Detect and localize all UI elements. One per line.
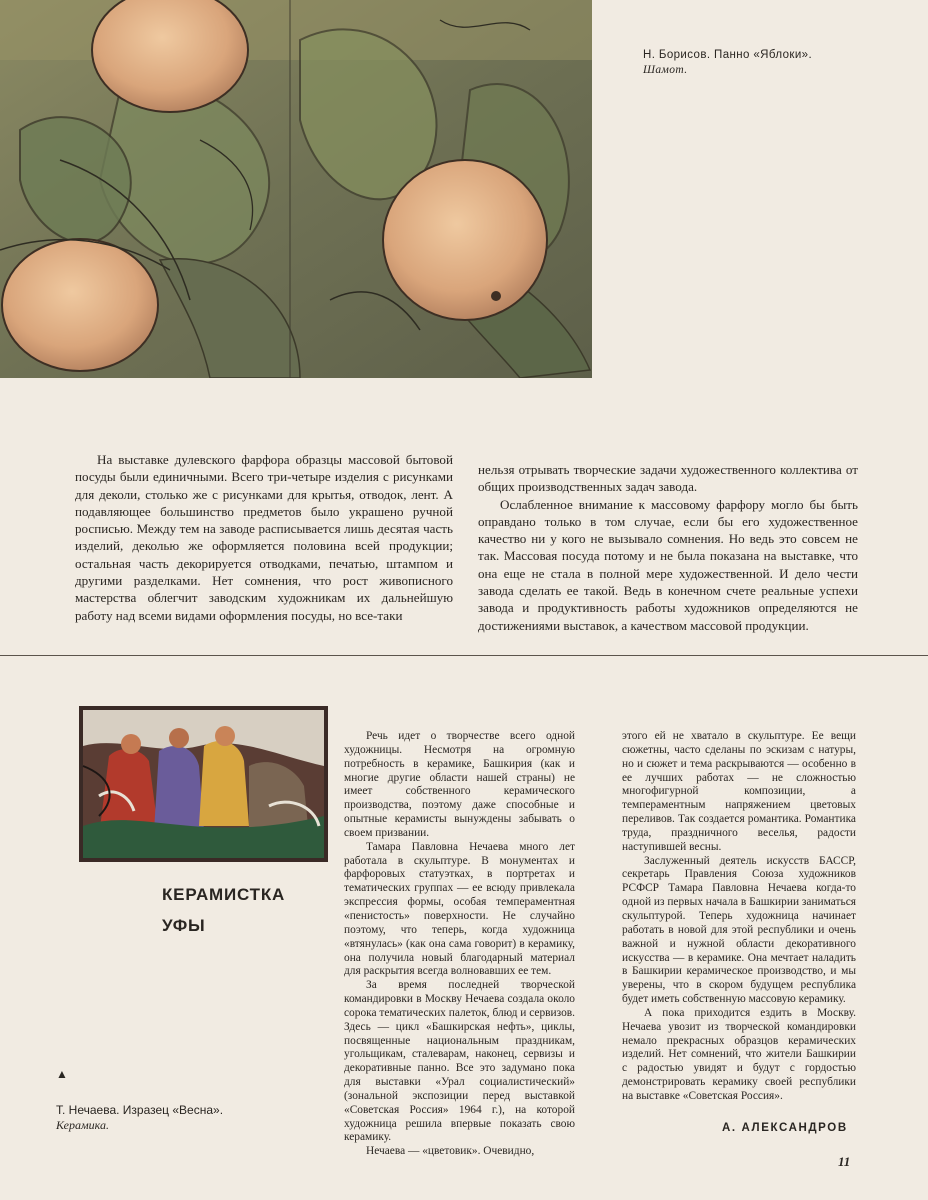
article-author: А. АЛЕКСАНДРОВ [722,1122,848,1134]
caption-arrow-icon: ▲ [56,1067,68,1081]
paragraph: этого ей не хватало в скульптуре. Ее вещи сюжетны, часто сделаны по эскизам с натуры, но и сюжет и тема раскрываются — особенно в ее лучших работах — не сложностью многофигурной композиции, а темпераментным напряжением цветовых переливов. Так создается романтика. Романтика труда, праздничного веселья, радости наступившей весны. [622,730,856,853]
page-number: 11 [838,1154,851,1169]
photo-caption-title: Н. Борисов. Панно «Яблоки». [643,49,813,61]
article-title-line1: КЕРАМИСТКА [162,885,286,904]
paragraph: нельзя отрывать творческие задачи художественного коллектива от общих производственных задач завода. [478,462,858,495]
paragraph: Заслуженный деятель искусств БАССР, секретарь Правления Союза художников РСФСР Тамара Павловна Нечаева когда-то одной из первых начала в Башкирии заниматься скульптурой. Теперь художница начинает работать в новой для этой республики и очень важной и нужной области декоративного искусства — в керамике. Она мечтает наладить в Башкирии керамическое производство, и мы уверены, что в скором будущем республика будет иметь собственную массовую керамику. [622,854,856,1006]
paragraph: А пока приходится ездить в Москву. Нечаева увозит из творческой командировки немало прекрасных образцов керамических изделий. Нет сомнений, что жители Башкирии с радостью увидят и будут с гордостью демонстрировать керамику своей республики на выставке «Советская Россия». [622,1006,856,1102]
photo-spring-tile [79,706,328,862]
paragraph: Тамара Павловна Нечаева много лет работала в скульптуре. В монументах и фарфоровых статуэтках, в портретах и тематических группах — ее всюду привлекала экспрессия формы, особая темпераментная «пенистость» поверхности. Не случайно поэтому, что теперь, когда художница «втянулась» (как она сама говорит) в керамику, она получила новый благодарный материал для раскрытия всегда волновавших ее тем. [344,840,575,978]
paragraph: Ослабленное внимание к массовому фарфору могло бы быть оправдано только в том случае, если бы его художественное качество ни у кого не вызывало сомнения. Но ведь это совсем не так. Массовая посуда потому и не была показана на выставке, что она еще не стала в полной мере художественной. И дело чести завода сделать ее такой. Ведь в конечном счете реальные успехи завода и продуктивность работы художников определяются не достижениями выставок, а качеством массовой продукции. [478,496,858,633]
paragraph: За время последней творческой командировки в Москву Нечаева создала около сорока тематических палеток, блюд и сервизов. Здесь — цикл «Башкирская нефть», циклы, посвященные национальным праздникам, угольщикам, сталеварам, наконец, сервизы и декоративные панно. Все это задумано пока для выставки «Урал социалистический» (зональной экспозиции перед выставкой «Советская Россия» 1964 г.), на которой художница решила впервые показать свою керамику. [344,979,575,1144]
section-divider [0,655,928,656]
paragraph: Нечаева — «цветовик». Очевидно, [366,1145,535,1158]
paragraph: Речь идет о творчестве всего одной художницы. Несмотря на огромную потребность в керамике, Башкирия (как и многие другие области нашей страны) не имеет собственного керамического производства, поэтому даже способные и опытные керамисты вынуждены забывать о своем призвании. [344,730,575,839]
photo-caption-material: Шамот. [643,64,688,76]
photo-caption-material: Керамика. [56,1118,109,1132]
article-title-line2: УФЫ [162,916,206,935]
article-column-2 [622,730,856,1104]
photo-apples-panel [0,0,592,378]
paragraph: На выставке дулевского фарфора образцы массовой бытовой посуды были единичными. Всего три-четыре изделия с рисунками для деколи, столько же с рисунками для крытья, отводок, лент. А подавляющее большинство предметов было украшено ручной росписью. Между тем на заводе расписывается лишь десятая часть изделий, деколью же оформляется половина всей продукции; остальная часть декорируется отводками, печатью, штампом и другими разделками. Нет сомнения, что рост живописного мастерства облегчит заводским художникам их дальнейшую работу над всеми видами оформления посуды, но все-таки [75,452,453,623]
top-column-right [478,461,858,634]
article-column-1 [344,730,575,1159]
photo-caption-top [643,48,913,78]
photo-caption-bottom [56,1103,296,1133]
top-column-left [75,451,453,624]
photo-caption-title: Т. Нечаева. Изразец «Весна». [56,1103,224,1117]
